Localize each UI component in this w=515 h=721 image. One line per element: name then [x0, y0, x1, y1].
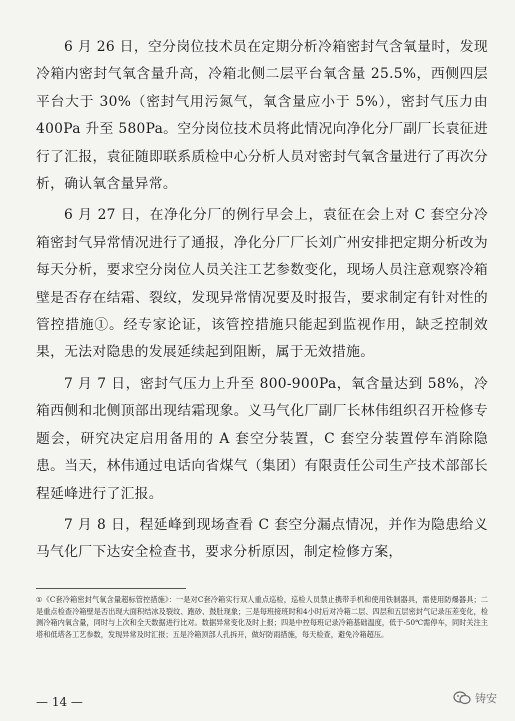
footnote-divider	[36, 588, 186, 589]
page-number: — 14 —	[36, 695, 83, 709]
paragraph-july-7: 7 月 7 日，密封气压力上升至 800-900Pa，氧含量达到 58%，冷箱西侧和北侧顶部出现结霜现象。义马气化厂副厂长林伟组织召开检修专题会，研究决定启用备用的 A 套空分装置，C 套空分装置停车消除隐患。当天，林伟通过电话向省煤气（集团）有限责任公司生产技术部部长程延峰进行了汇报。	[36, 375, 488, 502]
watermark	[453, 690, 497, 706]
wechat-icon	[453, 691, 471, 705]
watermark-text: 铸安	[475, 692, 497, 705]
paragraph-june-27: 6 月 27 日，在净化分厂的例行早会上，袁征在会上对 C 套空分冷箱密封气异常情况进行了通报，净化分厂厂长刘广州安排把定期分析改为每天分析，要求空分岗位人员关注工艺参数变化，现场人员注意观察冷箱壁是否存在结霜、裂纹，发现异常情况要及时报告，要求制定有针对性的管控措施①。经专家论证，该管控措施只能起到监视作用，缺乏控制效果，无法对隐患的发展延续起到阻断，属于无效措施。	[36, 207, 488, 361]
document-body	[36, 34, 488, 571]
paragraph-july-8: 7 月 8 日，程延峰到现场查看 C 套空分漏点情况，并作为隐患给义马气化厂下达安全检查书，要求分析原因，制定检修方案，	[36, 516, 488, 561]
paragraph-june-26: 6 月 26 日，空分岗位技术员在定期分析冷箱密封气含氧量时，发现冷箱内密封气氧含量升高，冷箱北侧二层平台氧含量 25.5%，西侧四层平台大于 30%（密封气用污氮气，氧含量应小于 5%），密封气压力由 400Pa 升至 580Pa。空分岗位技术员将此情况向净化分厂副厂长袁征进行了汇报，袁征随即联系质检中心分析人员对密封气氧含量进行了再次分析，确认氧含量异常。	[36, 39, 488, 193]
footnote: ①《C套冷箱密封气氧含量超标管控措施》：一是对C套冷箱实行双人重点巡检，巡检人员禁止携带手机和使用铁制器具，需使用防爆器具；二是重点检查冷箱壁是否出现大面积结冰及裂纹、跑砂、鼓肚现象；三是每班接班时和4小时后对冷箱二层、四层和五层密封气记录压差变化，检测冷箱内氧含量，同时与上次和全天数据进行比对。数据异常变化及时上报；四是中控每班记录冷箱基础温度，低于-50℃需停车，同时关注主塔和低塔各工艺参数，发现异常及时汇报；五是冷箱顶部人孔拆开，做好防雨措施，每天检查，避免冷箱超压。	[36, 595, 488, 639]
